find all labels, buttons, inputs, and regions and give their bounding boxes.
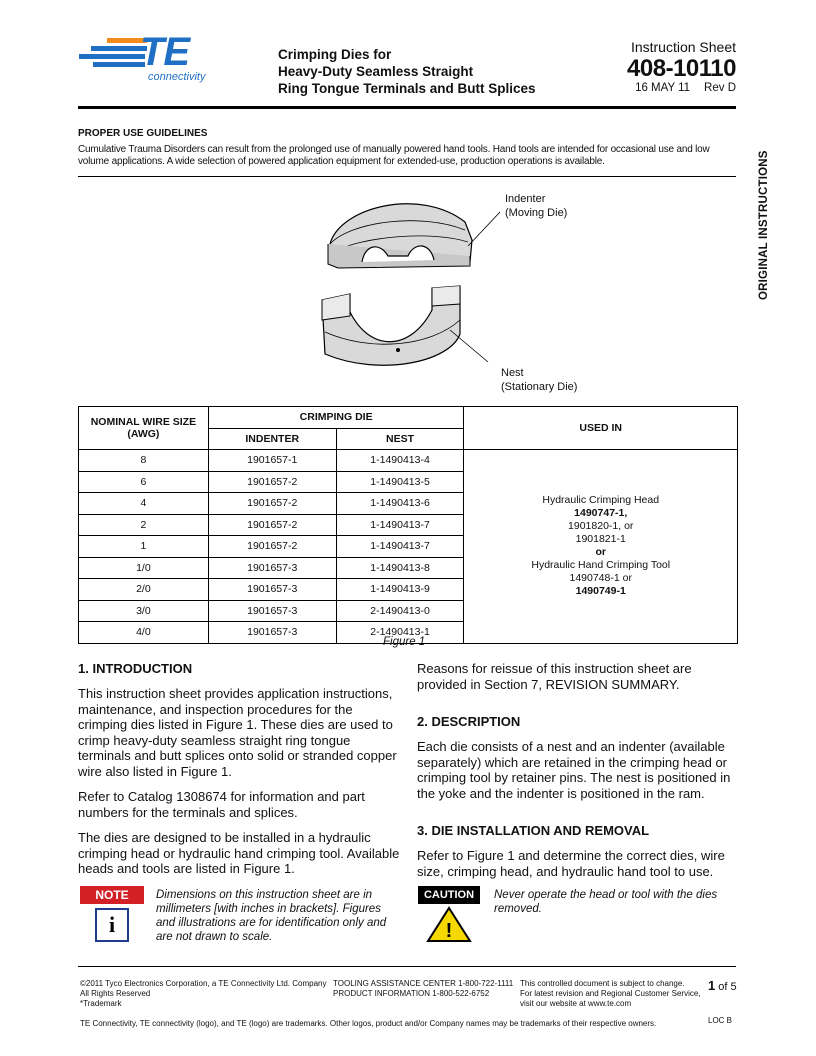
used-in-line: Hydraulic Hand Crimping Tool (531, 559, 671, 572)
footer-copyright (80, 979, 326, 1009)
reissue-text: Reasons for reissue of this instruction sheet are provided in Section 7, REVISION SUMMARY. (417, 661, 692, 692)
caution-label: CAUTION (418, 886, 480, 904)
cell-nest: 1-1490413-6 (336, 493, 464, 515)
copyright-text: ©2011 Tyco Electronics Corporation, a TE Connectivity Ltd. Company (80, 979, 327, 988)
cell-nest: 2-1490413-1 (336, 622, 464, 644)
cell-size: 8 (79, 450, 209, 472)
header-rule (78, 106, 736, 109)
used-in-line: 1490748-1 or (569, 572, 632, 585)
title-line-1: Crimping Dies for (278, 47, 392, 62)
cell-size: 6 (79, 471, 209, 493)
cell-nest: 1-1490413-4 (336, 450, 464, 472)
rights-text: All Rights Reserved (80, 989, 151, 998)
introduction-paragraph-2: Refer to Catalog 1308674 for information and part numbers for the terminals and splices. (78, 789, 365, 820)
cell-size: 1 (79, 536, 209, 558)
control-text: This controlled document is subject to change. (520, 979, 685, 988)
page-current: 1 (708, 978, 716, 993)
logo-connectivity: connectivity (148, 71, 206, 83)
revision: Rev D (704, 82, 736, 94)
warning-mark: ! (445, 920, 453, 942)
used-in-line: 1490747-1, (574, 507, 628, 520)
cell-size: 2/0 (79, 579, 209, 601)
install-heading: 3. DIE INSTALLATION AND REMOVAL (417, 823, 650, 838)
logo-stripes-icon (79, 36, 149, 76)
cell-nest: 1-1490413-7 (336, 514, 464, 536)
cell-nest: 1-1490413-8 (336, 557, 464, 579)
footer-loc: LOC B (708, 1016, 733, 1025)
product-info-text: PRODUCT INFORMATION 1-800-522-6752 (333, 989, 490, 998)
header-wire-size-label: NOMINAL WIRE SIZE (90, 416, 197, 428)
cell-nest: 1-1490413-9 (336, 579, 464, 601)
cell-size: 2 (79, 514, 209, 536)
nest-callout (501, 366, 577, 394)
document-date (635, 82, 736, 94)
warning-triangle-icon (418, 904, 480, 944)
cell-indenter: 1901657-2 (208, 471, 336, 493)
header-indenter: INDENTER (208, 428, 336, 450)
website-text: visit our website at www.te.com (520, 999, 632, 1008)
guidelines-text: Cumulative Trauma Disorders can result from the prolonged use of manually powered hand tools. Hand tools are intended for occasional use and low volume applications. A wide selection of powered application equipment for extended-use, production operations is available. (78, 144, 710, 167)
footer-control (520, 979, 701, 1009)
document-title (278, 46, 536, 97)
tooling-text: TOOLING ASSISTANCE CENTER 1-800-722-1111 (333, 979, 514, 988)
cell-indenter: 1901657-3 (208, 600, 336, 622)
note-box (80, 886, 144, 946)
side-label: ORIGINAL INSTRUCTIONS (758, 150, 770, 300)
figure-caption: Figure 1 (383, 636, 426, 648)
used-in-line: Hydraulic Crimping Head (542, 494, 660, 507)
introduction-paragraph-1: This instruction sheet provides application instructions, maintenance, and inspection procedures for the crimping dies listed in Figure 1. These dies are used to crimp heavy-duty seamless straight ring tongue terminals and butt splices onto solid or stranded copper wire also listed in Figure 1. (78, 686, 397, 779)
introduction-section (78, 661, 400, 877)
cell-nest: 1-1490413-7 (336, 536, 464, 558)
install-paragraph: Refer to Figure 1 and determine the correct dies, wire size, crimping head, and hydraulic hand tool to use. (417, 848, 725, 879)
footer-trademark-line: TE Connectivity, TE connectivity (logo), and TE (logo) are trademarks. Other logos, product and/or Company names may be trademarks of their respective owners. (80, 1019, 657, 1028)
caution-box (418, 886, 480, 948)
cell-indenter: 1901657-3 (208, 622, 336, 644)
cell-size: 4 (79, 493, 209, 515)
date: 16 MAY 11 (635, 82, 691, 94)
header-used-in: USED IN (464, 407, 738, 450)
header-crimping-die: CRIMPING DIE (208, 407, 464, 429)
header-wire-size (79, 407, 209, 450)
page-number (708, 978, 737, 993)
crimping-die-table (78, 406, 738, 644)
header-wire-size-unit: (AWG) (127, 428, 160, 440)
footer-contacts (333, 979, 513, 999)
cell-size: 1/0 (79, 557, 209, 579)
footer-rule (78, 966, 736, 967)
used-in-line: 1490749-1 (575, 585, 626, 598)
description-paragraph: Each die consists of a nest and an indenter (available separately) which are retained in the crimping head or crimping tool by retainer pins. The nest is positioned in the yoke and the indenter is positioned in the ram. (417, 739, 731, 801)
header-nest: NEST (336, 428, 464, 450)
nest-label: Nest (501, 367, 524, 379)
right-column (417, 661, 737, 879)
cell-indenter: 1901657-1 (208, 450, 336, 472)
cell-nest: 2-1490413-0 (336, 600, 464, 622)
cell-indenter: 1901657-2 (208, 493, 336, 515)
cell-indenter: 1901657-3 (208, 579, 336, 601)
indenter-callout (505, 192, 567, 220)
note-text: Dimensions on this instruction sheet are in millimeters [with inches in brackets]. Figures and illustrations are for identification only and are not drawn to scale. (156, 889, 387, 943)
info-icon: i (95, 908, 129, 942)
cell-indenter: 1901657-2 (208, 514, 336, 536)
logo-te: TE (140, 30, 190, 74)
title-line-2: Heavy-Duty Seamless Straight (278, 64, 474, 79)
used-in-line: 1901821-1 (575, 533, 626, 546)
guidelines-heading: PROPER USE GUIDELINES (78, 128, 208, 139)
cell-indenter: 1901657-2 (208, 536, 336, 558)
used-in-line: 1901820-1, or (568, 520, 634, 533)
description-heading: 2. DESCRIPTION (417, 714, 521, 729)
note-label: NOTE (80, 886, 144, 904)
cell-used-in (464, 450, 738, 644)
cell-size: 4/0 (79, 622, 209, 644)
indenter-label: Indenter (505, 193, 546, 205)
die-illustration (310, 182, 500, 392)
indenter-sublabel: (Moving Die) (505, 207, 568, 219)
sheet-label: Instruction Sheet (630, 39, 736, 55)
caution-text: Never operate the head or tool with the dies removed. (494, 889, 718, 915)
trademark-text: *Trademark (80, 999, 122, 1008)
introduction-paragraph-3: The dies are designed to be installed in a hydraulic crimping head or hydraulic hand crimping tool. Available heads and tools are listed in Figure 1. (78, 830, 400, 876)
document-number: 408-10110 (627, 55, 736, 82)
nest-sublabel: (Stationary Die) (501, 381, 578, 393)
introduction-heading: 1. INTRODUCTION (78, 661, 193, 676)
used-in-line: or (595, 546, 606, 559)
page-total: of 5 (718, 981, 737, 993)
cell-nest: 1-1490413-5 (336, 471, 464, 493)
guidelines-rule (78, 176, 736, 177)
cell-size: 3/0 (79, 600, 209, 622)
cell-indenter: 1901657-3 (208, 557, 336, 579)
table-row (79, 450, 738, 472)
title-line-3: Ring Tongue Terminals and Butt Splices (278, 81, 536, 96)
control-text: For latest revision and Regional Customer Service, (520, 989, 701, 998)
